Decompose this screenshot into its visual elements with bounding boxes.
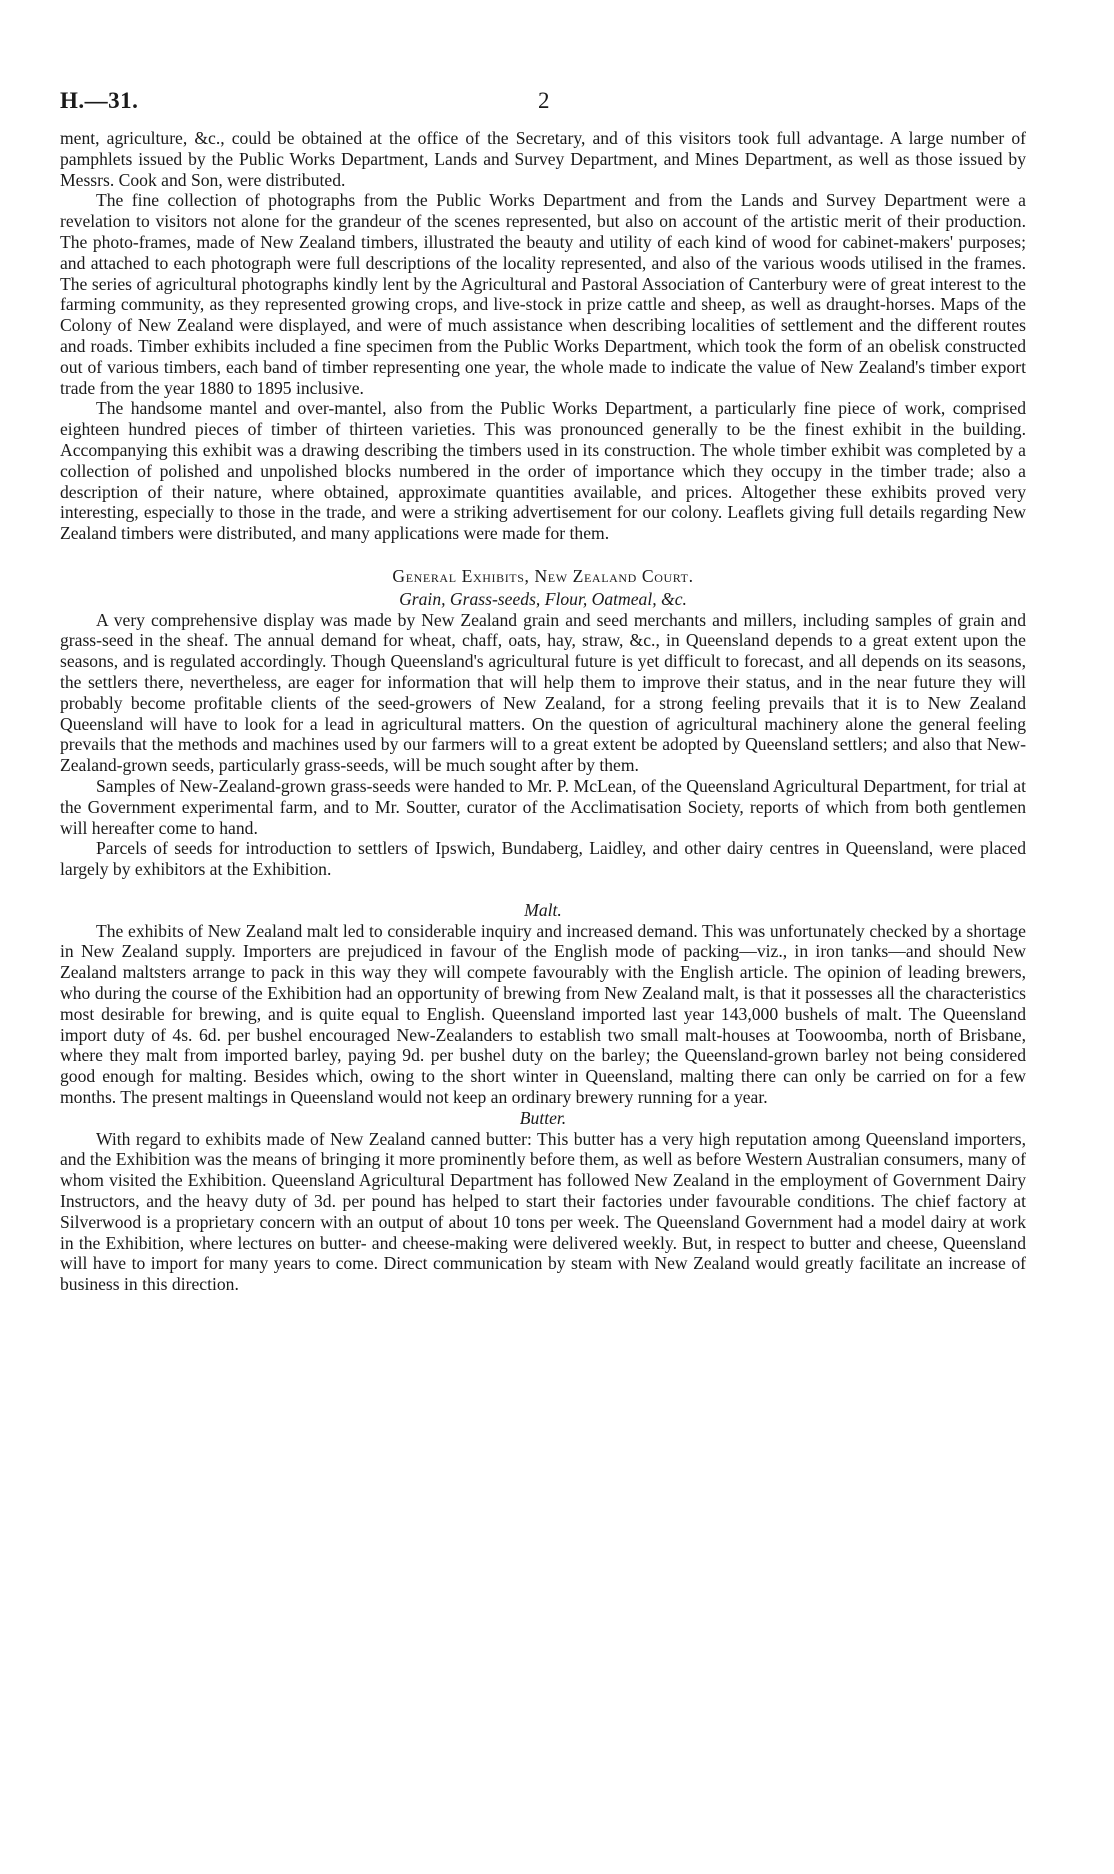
section-heading-general-exhibits: General Exhibits, New Zealand Court. [392,565,694,586]
document-reference: H.—31. [60,88,139,113]
paragraph-grain-display: A very comprehensive display was made by New Zealand grain and seed merchants and millers, including samples of grain and grass-seed in the sheaf. The annual demand for wheat, chaff, oats, hay, straw, &c., in Queensland depends to a great extent upon the seasons, and is regulated accordingly. Though Queensland's agricultural future is yet difficult to forecast, and all depends on its seasons, the settlers there, nevertheless, are eager for information that will help them to improve their status, and in the near future they will probably become profitable clients of the seed-growers of New Zealand, for a strong feeling prevails that it is to New Zealand Queensland will have to look for a lead in agricultural matters. On the question of agricultural machinery alone the general feeling prevails that the methods and machines used by our farmers will to a great extent be adopted by Queensland settlers; and also that New-Zealand-grown seeds, particularly grass-seeds, will be much sought after by them. [60,609,1026,776]
paragraph-malt: The exhibits of New Zealand malt led to considerable inquiry and increased demand. This was unfortunately checked by a shortage in New Zealand supply. Importers are prejudiced in favour of the English mode of packing—viz., in iron tanks—and should New Zealand maltsters arrange to pack in this way they will compete favourably with the English article. The opinion of leading brewers, who during the course of the Exhibition had an opportunity of brewing from New Zealand malt, is that it possesses all the characteristics most desirable for brewing, and is quite equal to English. Queensland imported last year 143,000 bushels of malt. The Queensland import duty of 4s. 6d. per bushel encouraged New-Zealanders to establish two small malt-houses at Toowoomba, north of Brisbane, where they malt from imported barley, paying 9d. per bushel duty on the barley; the Queensland-grown barley not being considered good enough for malting. Besides which, owing to the short winter in Queensland, malting there can only be carried on for a few months. The present maltings in Queensland would not keep an ordinary brewery running for a year. [60,920,1026,1108]
paragraph-photographs: The fine collection of photographs from the Public Works Department and from the Lands and Survey Department were a revelation to visitors not alone for the grandeur of the scenes represented, but also on account of the artistic merit of their production. The photo-frames, made of New Zealand timbers, illustrated the beauty and utility of each kind of wood for cabinet-makers' purposes; and attached to each photograph were full descriptions of the locality represented, and also of the various woods utilised in the frames. The series of agricultural photographs kindly lent by the Agricultural and Pastoral Association of Canterbury were of great interest to the farming community, as they represented growing crops, and live-stock in prize cattle and sheep, as well as draught-horses. Maps of the Colony of New Zealand were displayed, and were of much assistance when describing localities of settlement and the different routes and roads. Timber exhibits included a fine specimen from the Public Works Department, which took the form of an obelisk constructed out of various timbers, each band of timber representing one year, the whole made to indicate the value of New Zealand's timber export trade from the year 1880 to 1895 inclusive. [60,190,1026,398]
paragraph-grass-seeds: Samples of New-Zealand-grown grass-seeds were handed to Mr. P. McLean, of the Queensland Agricultural Department, for trial at the Government experimental farm, and to Mr. Soutter, curator of the Acclimatisation Society, reports of which from both gentlemen will hereafter come to hand. [60,775,1026,838]
document-page [60,88,1026,1295]
paragraph-mantel: The handsome mantel and over-mantel, also from the Public Works Department, a particularly fine piece of work, comprised eighteen hundred pieces of timber of thirteen varieties. This was pronounced generally to be the finest exhibit in the building. Accompanying this exhibit was a drawing describing the timbers used in its construction. The whole timber exhibit was completed by a collection of polished and unpolished blocks numbered in the order of importance which they occupy in the timber trade; also a description of their nature, where obtained, approximate quantities available, and prices. Altogether these exhibits proved very interesting, especially to those in the trade, and were a striking advertisement for our colony. Leaflets giving full details regarding New Zealand timbers were distributed, and many applications were made for them. [60,398,1026,544]
paragraph-butter: With regard to exhibits made of New Zealand canned butter: This butter has a very high reputation among Queensland importers, and the Exhibition was the means of bringing it more prominently before them, as well as before Western Australian consumers, many of whom visited the Exhibition. Queensland Agricultural Department has followed New Zealand in the employment of Government Dairy Instructors, and the heavy duty of 3d. per pound has helped to start their factories under favourable conditions. The chief factory at Silverwood is a proprietary concern with an output of about 10 tons per week. The Queensland Government had a model dairy at work in the Exhibition, where lectures on butter- and cheese-making were delivered weekly. But, in respect to butter and cheese, Queensland will have to import for many years to come. Direct communication by steam with New Zealand would greatly facilitate an increase of business in this direction. [60,1128,1026,1295]
subheading-grain: Grain, Grass-seeds, Flour, Oatmeal, &c. [399,588,687,609]
subheading-butter: Butter. [519,1107,567,1128]
paragraph-parcels: Parcels of seeds for introduction to settlers of Ipswich, Bundaberg, Laidley, and other dairy centres in Queensland, were placed largely by exhibitors at the Exhibition. [60,838,1026,880]
page-header [60,88,1026,122]
subheading-malt: Malt. [524,899,562,920]
document-body [60,128,1026,1295]
page-number: 2 [538,88,550,113]
paragraph-continued: ment, agriculture, &c., could be obtained at the office of the Secretary, and of this visitors took full advantage. A large number of pamphlets issued by the Public Works Department, Lands and Survey Department, and Mines Department, as well as those issued by Messrs. Cook and Son, were distributed. [60,128,1026,190]
